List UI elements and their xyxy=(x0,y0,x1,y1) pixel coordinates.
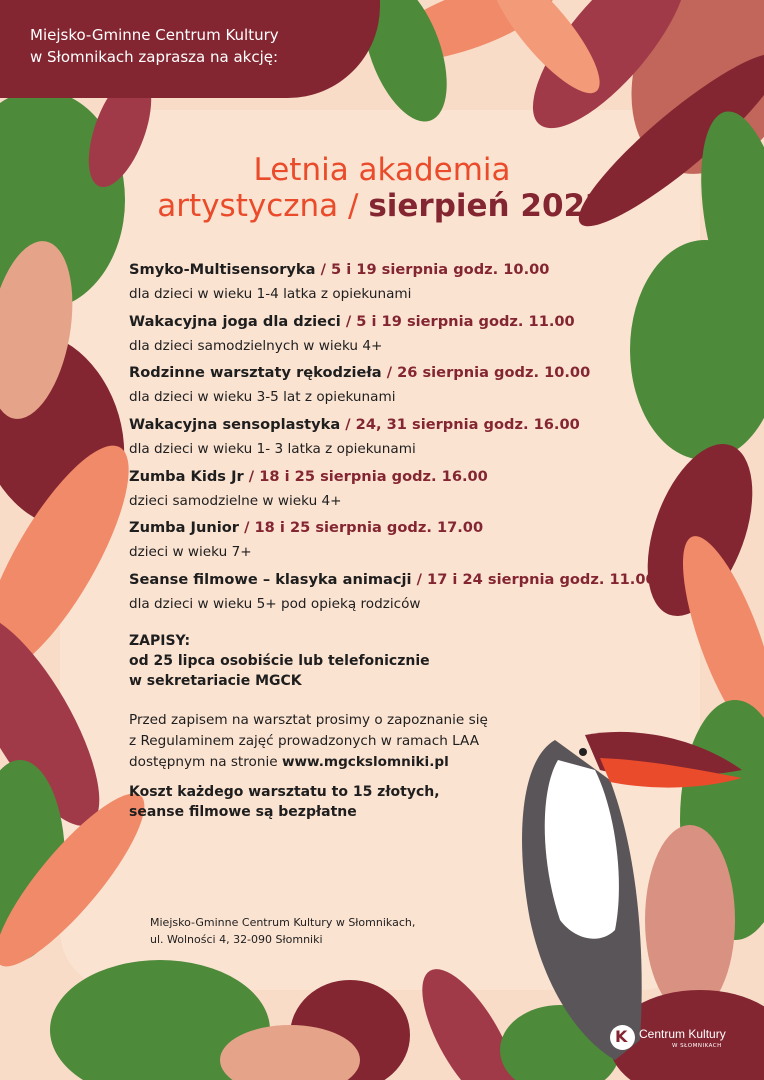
organizer-banner xyxy=(0,0,380,98)
event-description: dla dzieci w wieku 1-4 latka z opiekunami xyxy=(129,286,412,302)
cost-line-1: Koszt każdego warsztatu to 15 złotych, xyxy=(129,784,440,800)
event-item xyxy=(129,569,656,614)
event-description: dla dzieci w wieku 5+ pod opieką rodziców xyxy=(129,596,421,612)
event-description: dla dzieci samodzielnych w wieku 4+ xyxy=(129,338,383,354)
event-item xyxy=(129,414,580,459)
notice-line-1: Przed zapisem na warsztat prosimy o zapoznanie się xyxy=(129,712,488,728)
cost-line-2: seanse filmowe są bezpłatne xyxy=(129,804,357,820)
cost-info xyxy=(129,782,440,822)
notice-line-3 xyxy=(129,752,488,773)
event-item xyxy=(129,259,549,304)
event-date: / 24, 31 sierpnia godz. 16.00 xyxy=(340,416,580,433)
event-description: dla dzieci w wieku 3-5 lat z opiekunami xyxy=(129,389,396,405)
event-item xyxy=(129,311,575,356)
event-item xyxy=(129,466,488,511)
website-link[interactable]: www.mgckslomniki.pl xyxy=(281,754,449,770)
event-date: / 5 i 19 sierpnia godz. 11.00 xyxy=(340,313,575,330)
event-description: dla dzieci w wieku 1- 3 latka z opiekunami xyxy=(129,441,416,457)
event-name: Smyko-Multisensoryka xyxy=(129,261,316,278)
event-date: / 26 sierpnia godz. 10.00 xyxy=(381,364,591,381)
event-date: / 17 i 24 sierpnia godz. 11.00 xyxy=(411,571,656,588)
notice-line-2: z Regulaminem zajęć prowadzonych w ramach LAA xyxy=(129,733,480,749)
event-date: / 5 i 19 sierpnia godz. 10.00 xyxy=(315,261,550,278)
signup-line-1: od 25 lipca osobiście lub telefonicznie xyxy=(129,653,430,669)
logo-name: Centrum Kultury xyxy=(639,1027,726,1041)
poster-title-line-2 xyxy=(0,186,764,226)
title-date: sierpień 2022 xyxy=(368,188,607,224)
signup-heading: ZAPISY: xyxy=(129,633,191,649)
signup-line-2: w sekretariacie MGCK xyxy=(129,673,302,689)
event-date: / 18 i 25 sierpnia godz. 17.00 xyxy=(239,519,484,536)
poster-title-line-1 xyxy=(0,150,764,190)
event-description: dzieci w wieku 7+ xyxy=(129,544,252,560)
event-name: Rodzinne warsztaty rękodzieła xyxy=(129,364,382,381)
event-name: Wakacyjna sensoplastyka xyxy=(129,416,341,433)
event-name: Seanse filmowe – klasyka animacji xyxy=(129,571,412,588)
notice-text: dostępnym na stronie xyxy=(129,754,282,770)
event-item xyxy=(129,362,590,407)
address-block xyxy=(150,914,415,948)
signup-section xyxy=(129,631,430,691)
logo-subtitle: W SŁOMNIKACH xyxy=(672,1043,722,1049)
event-item xyxy=(129,517,483,562)
regulation-notice xyxy=(129,710,488,773)
event-name: Zumba Junior xyxy=(129,519,239,536)
title-main: Letnia akademia xyxy=(253,152,511,188)
centrum-kultury-logo: K Centrum Kultury W SŁOMNIKACH xyxy=(610,1021,750,1057)
title-sub: artystyczna / xyxy=(157,188,359,224)
organizer-line-1: Miejsko-Gminne Centrum Kultury xyxy=(30,26,279,44)
address-line-1: Miejsko-Gminne Centrum Kultury w Słomnikach, xyxy=(150,916,416,929)
organizer-line-2: w Słomnikach zaprasza na akcję: xyxy=(30,48,279,66)
event-name: Wakacyjna joga dla dzieci xyxy=(129,313,341,330)
event-name: Zumba Kids Jr xyxy=(129,468,244,485)
event-description: dzieci samodzielne w wieku 4+ xyxy=(129,493,342,509)
event-date: / 18 i 25 sierpnia godz. 16.00 xyxy=(243,468,488,485)
address-line-2: ul. Wolności 4, 32-090 Słomniki xyxy=(150,933,323,946)
